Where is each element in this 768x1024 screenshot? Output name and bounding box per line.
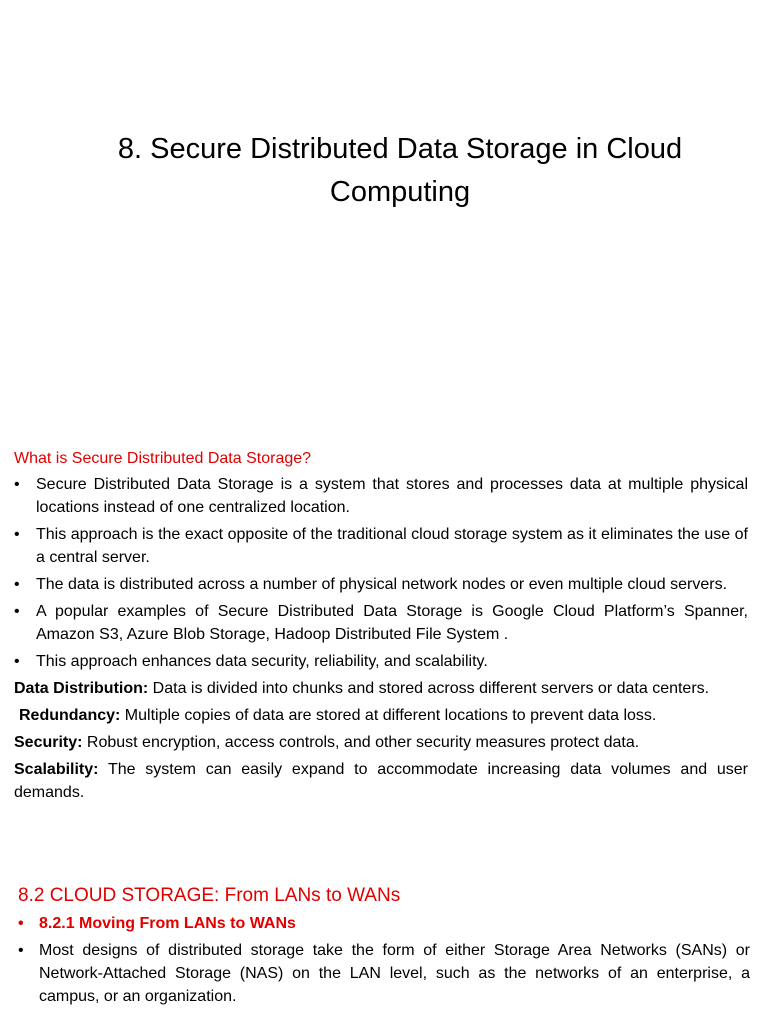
definition-redundancy	[14, 704, 748, 727]
definition-text: The system can easily expand to accommodate increasing data volumes and user demands.	[14, 761, 748, 801]
definition-data-distribution	[14, 677, 748, 700]
section-heading: 8.2 CLOUD STORAGE: From LANs to WANs	[18, 885, 401, 906]
list-item-text: Most designs of distributed storage take the form of either Storage Area Networks (SANs) or Network-Attached Storage (NAS) on the LAN level, such as the networks of an enterprise, a campus, or an organization.	[39, 942, 750, 1005]
bullet-icon: •	[18, 915, 24, 932]
definition-term: Scalability:	[14, 761, 99, 778]
list-item-text: This approach enhances data security, reliability, and scalability.	[36, 653, 488, 670]
sub-heading-text: 8.2.1 Moving From LANs to WANs	[39, 915, 296, 932]
bullet-icon: •	[14, 653, 20, 670]
bullet-icon: •	[18, 942, 24, 959]
definition-term: Data Distribution:	[14, 680, 149, 697]
definition-term: Redundancy:	[19, 707, 121, 724]
list-item	[14, 523, 748, 569]
definition-term: Security:	[14, 734, 83, 751]
title-line-2: Computing	[329, 176, 471, 208]
definition-scalability	[14, 758, 748, 804]
definition-text: Robust encryption, access controls, and other security measures protect data.	[82, 734, 640, 751]
list-item-text: A popular examples of Secure Distributed Data Storage is Google Cloud Platform’s Spanner, Amazon S3, Azure Blob Storage, Hadoop Distributed File System .	[36, 603, 748, 643]
question-heading: What is Secure Distributed Data Storage?	[14, 450, 312, 467]
intro-bullet-list	[14, 473, 748, 673]
list-item	[14, 650, 748, 673]
intro-section	[14, 447, 748, 808]
list-item	[14, 600, 748, 646]
title-line-1: 8. Secure Distributed Data Storage in Cloud	[117, 133, 683, 165]
page-title	[40, 128, 760, 214]
definition-security	[14, 731, 748, 754]
list-item	[14, 473, 748, 519]
bullet-icon: •	[14, 476, 20, 493]
list-item-text: The data is distributed across a number of physical network nodes or even multiple cloud servers.	[36, 576, 728, 593]
list-item	[18, 939, 750, 1008]
section-8-2-bullet-list	[18, 939, 750, 1008]
bullet-icon: •	[14, 576, 20, 593]
list-item-text: Secure Distributed Data Storage is a system that stores and processes data at multiple physical locations instead of one centralized location.	[36, 476, 748, 516]
list-item-text: This approach is the exact opposite of the traditional cloud storage system as it eliminates the use of a central server.	[36, 526, 748, 566]
list-item	[14, 573, 748, 596]
definition-text: Multiple copies of data are stored at different locations to prevent data loss.	[120, 707, 657, 724]
definition-text: Data is divided into chunks and stored across different servers or data centers.	[148, 680, 710, 697]
bullet-icon: •	[14, 603, 20, 620]
section-8-2	[18, 882, 750, 1012]
sub-heading	[18, 912, 750, 936]
bullet-icon: •	[14, 526, 20, 543]
